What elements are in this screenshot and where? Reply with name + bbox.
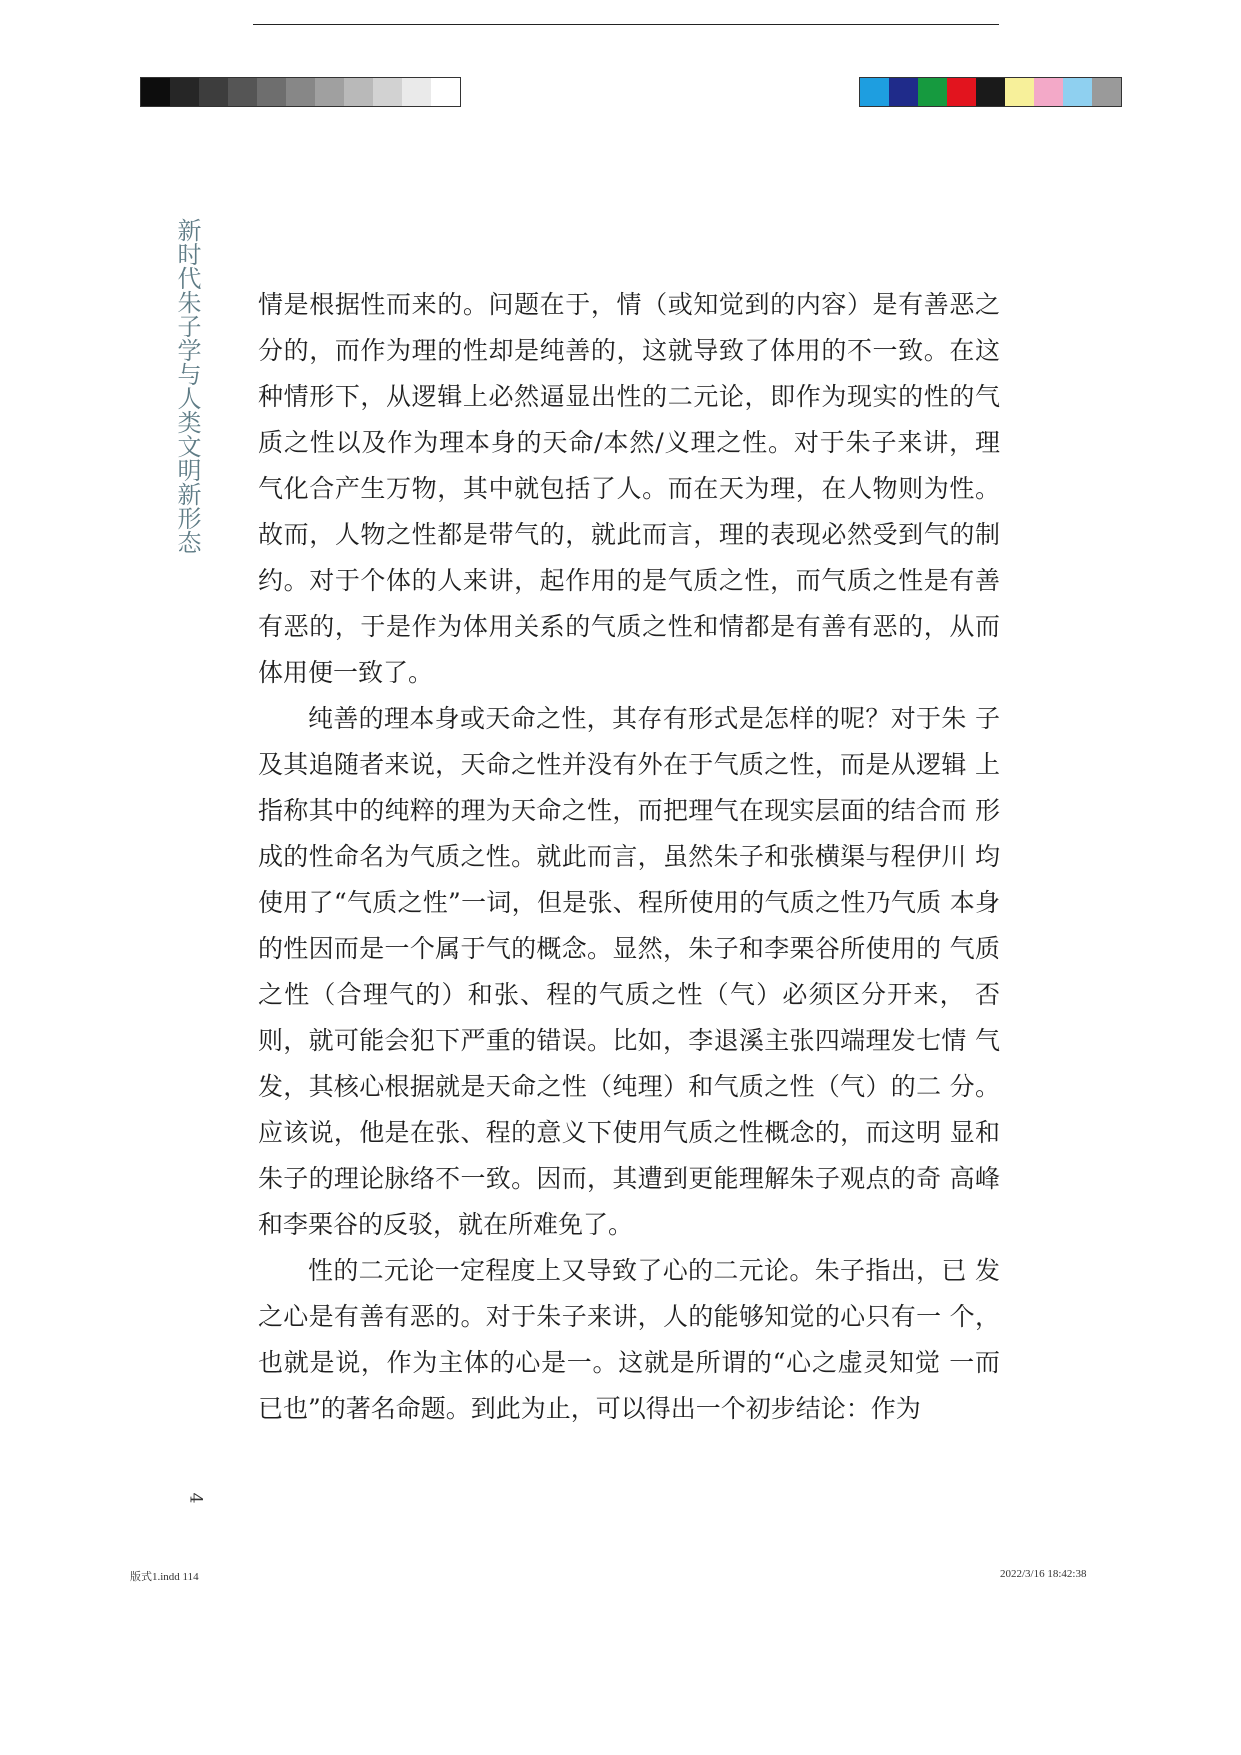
body-text — [258, 282, 1000, 1432]
paragraph-2: 纯善的理本身或天命之性，其存有形式是怎样的呢？对于朱 子及其追随者来说，天命之性并没有外在于气质之性，而是从逻辑 上指称其中的纯粹的理为天命之性，而把理气在现实层面的结合而 形成的性命名为气质之性。就此而言，虽然朱子和张横渠与程伊川 均使用了“气质之性”一词，但是张、程所使用的气质之性乃气质 本身的性因而是一个属于气的概念。显然，朱子和李栗谷所使用的 气质之性（合理气的）和张、程的气质之性（气）必须区分开来， 否则，就可能会犯下严重的错误。比如，李退溪主张四端理发七情 气发，其核心根据就是天命之性（纯理）和气质之性（气）的二 分。应该说，他是在张、程的意义下使用气质之性概念的，而这明 显和朱子的理论脉络不一致。因而，其遭到更能理解朱子观点的奇 高峰和李栗谷的反驳，就在所难免了。 — [258, 704, 1000, 1239]
color-calibration-strip — [859, 77, 1122, 107]
gray-swatch-7 — [315, 78, 344, 106]
color-swatch-1 — [860, 78, 889, 106]
color-swatch-3 — [918, 78, 947, 106]
gray-swatch-4 — [228, 78, 257, 106]
gray-swatch-2 — [170, 78, 199, 106]
color-swatch-9 — [1092, 78, 1121, 106]
gray-swatch-3 — [199, 78, 228, 106]
gray-swatch-9 — [373, 78, 402, 106]
grayscale-calibration-strip — [140, 77, 461, 107]
color-swatch-5 — [976, 78, 1005, 106]
color-swatch-2 — [889, 78, 918, 106]
color-swatch-7 — [1034, 78, 1063, 106]
page-number: 4 — [185, 1492, 206, 1504]
top-crop-line — [253, 24, 999, 25]
gray-swatch-8 — [344, 78, 373, 106]
color-swatch-8 — [1063, 78, 1092, 106]
footer-timestamp: 2022/3/16 18:42:38 — [1000, 1568, 1087, 1580]
color-swatch-6 — [1005, 78, 1034, 106]
paragraph-1: 情是根据性而来的。问题在于，情（或知觉到的内容）是有善恶之 分的，而作为理的性却是纯善的，这就导致了体用的不一致。在这 种情形下，从逻辑上必然逼显出性的二元论，即作为现实的性的气 质之性以及作为理本身的天命/本然/义理之性。对于朱子来讲，理 气化合产生万物，其中就包括了人。而在天为理，在人物则为性。故而，人物之性都是带气的，就此而言，理的表现必然受到气的制 约。对于个体的人来讲，起作用的是气质之性，而气质之性是有善 有恶的，于是作为体用关系的气质之性和情都是有善有恶的，从而 体用便一致了。 — [258, 290, 1000, 687]
footer-file-name: 版式1.indd 114 — [130, 1571, 199, 1583]
gray-swatch-11 — [431, 78, 460, 106]
gray-swatch-1 — [141, 78, 170, 106]
side-book-title: 新时代朱子学与人类文明新形态 — [173, 218, 201, 554]
gray-swatch-5 — [257, 78, 286, 106]
gray-swatch-10 — [402, 78, 431, 106]
gray-swatch-6 — [286, 78, 315, 106]
color-swatch-4 — [947, 78, 976, 106]
paragraph-3: 性的二元论一定程度上又导致了心的二元论。朱子指出，已 发之心是有善有恶的。对于朱子来讲，人的能够知觉的心只有一 个，也就是说，作为主体的心是一。这就是所谓的“心之虚灵知觉 一而已也”的著名命题。到此为止，可以得出一个初步结论：作为 — [258, 1256, 1000, 1423]
